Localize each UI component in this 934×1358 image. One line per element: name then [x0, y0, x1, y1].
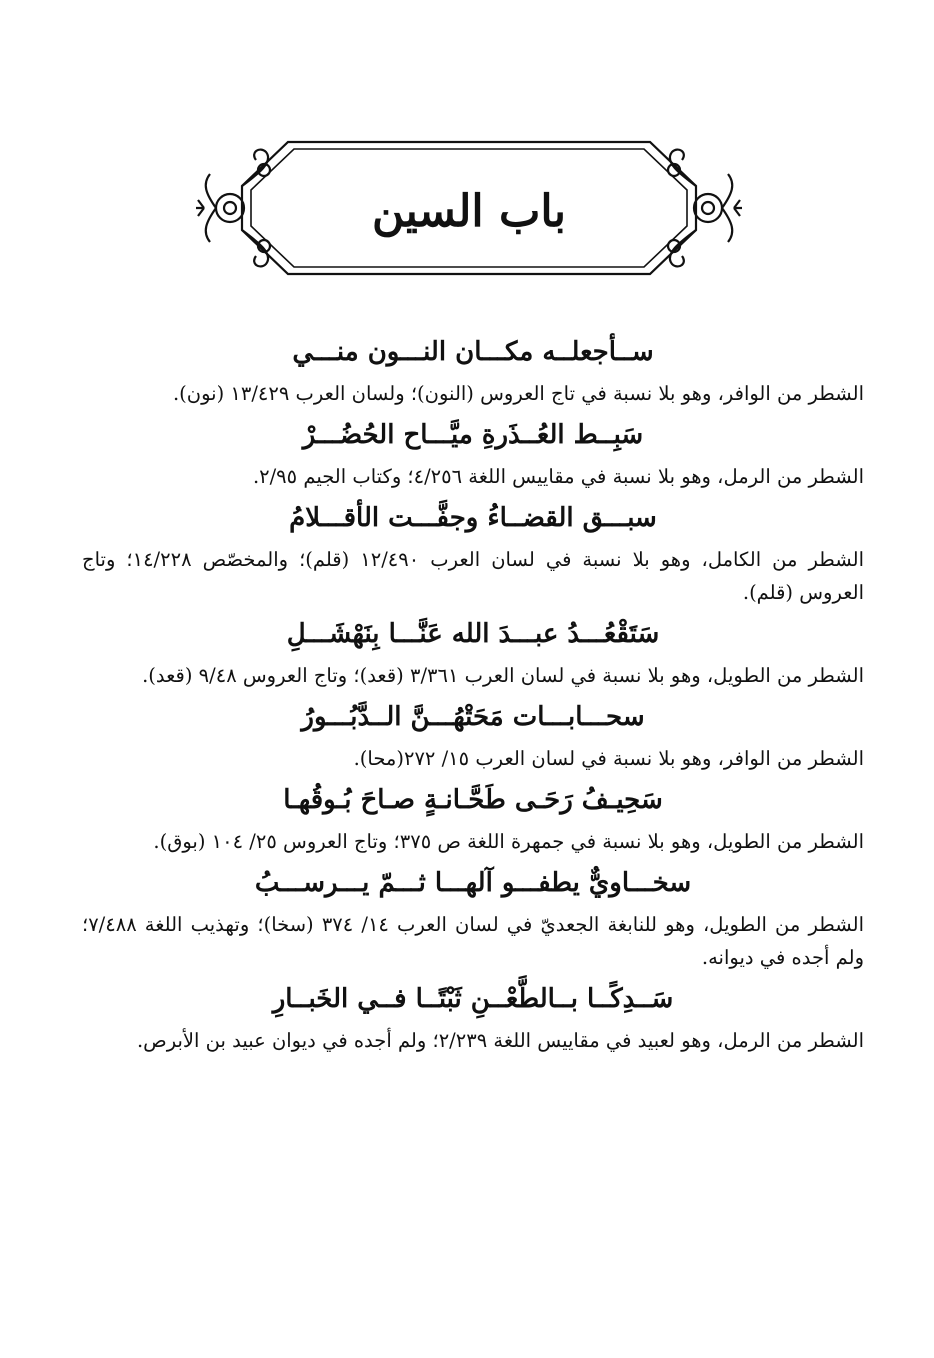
entry: [82, 783, 864, 858]
verse-line: سَــدِكًــا بــالطَّعْــنِ ثَبْتًــا فــي الخَبــارِ: [272, 984, 674, 1014]
verse-line: سَحِيـفُ رَحَـى طَحَّـانـةٍ صـاحَ بُـوقُهـا: [283, 785, 663, 815]
entry: [82, 418, 864, 493]
entry: [82, 866, 864, 974]
verse-note: الشطر من الطويل، وهو بلا نسبة في جمهرة اللغة ص ٣٧٥؛ وتاج العروس ٢٥/ ١٠٤ (بوق).: [153, 830, 864, 853]
entry: [82, 700, 864, 775]
verse-note: الشطر من الرمل، وهو لعبيد في مقاييس اللغة ٢/٢٣٩؛ ولم أجده في ديوان عبيد بن الأبرص.: [136, 1029, 864, 1052]
verse-note: الشطر من الطويل، وهو بلا نسبة في لسان العرب ٣/٣٦١ (قعد)؛ وتاج العروس ٩/٤٨ (قعد).: [142, 664, 864, 687]
verse-line: سَبِــط العُــذَرةِ ميَّـــاح الحُضُـــرْ: [302, 420, 644, 450]
chapter-title: باب السين: [371, 186, 567, 237]
verse-note: الشطر من الطويل، وهو للنابغة الجعديّ في لسان العرب ١٤/ ٣٧٤ (سخا)؛ وتهذيب اللغة ٧/٤٨٨؛ ولم أجده في ديوانه.: [82, 913, 864, 969]
verse-line: ســأجعلــه مكـــان النـــون منـــي: [292, 337, 654, 367]
verse-line: سخـــاويٌّ يطفـــو آلهـــا ثـــمّ يـــرســـبُ: [254, 868, 692, 898]
verse-note: الشطر من الوافر، وهو بلا نسبة في لسان العرب ١٥/ ٢٧٢(محا).: [353, 747, 864, 770]
verse-line: سَتَقْعُـــدُ عبـــدَ الله عَنَّـــا بِنَهْشَـــلِ: [286, 619, 660, 649]
chapter-heading-frame: [196, 134, 742, 282]
verse-note: الشطر من الوافر، وهو بلا نسبة في تاج العروس (النون)؛ ولسان العرب ١٣/٤٢٩ (نون).: [172, 382, 864, 405]
verse-note: الشطر من الرمل، وهو بلا نسبة في مقاييس اللغة ٤/٢٥٦؛ وكتاب الجيم ٢/٩٥.: [252, 465, 864, 488]
entry: [82, 335, 864, 410]
verse-note: الشطر من الكامل، وهو بلا نسبة في لسان العرب ١٢/٤٩٠ (قلم)؛ والمخصّص ١٤/٢٢٨؛ وتاج العروس (قلم).: [82, 548, 864, 604]
verse-line: سحـــابـــات مَحَتْهُـــنَّ الــدَّبُـــورُ: [301, 702, 645, 732]
verse-line: سبـــق القضــاءُ وجفَّـــت الأقـــلامُ: [289, 503, 657, 533]
entry: [82, 982, 864, 1057]
entries-list: [82, 335, 864, 1065]
entry: [82, 501, 864, 609]
entry: [82, 617, 864, 692]
